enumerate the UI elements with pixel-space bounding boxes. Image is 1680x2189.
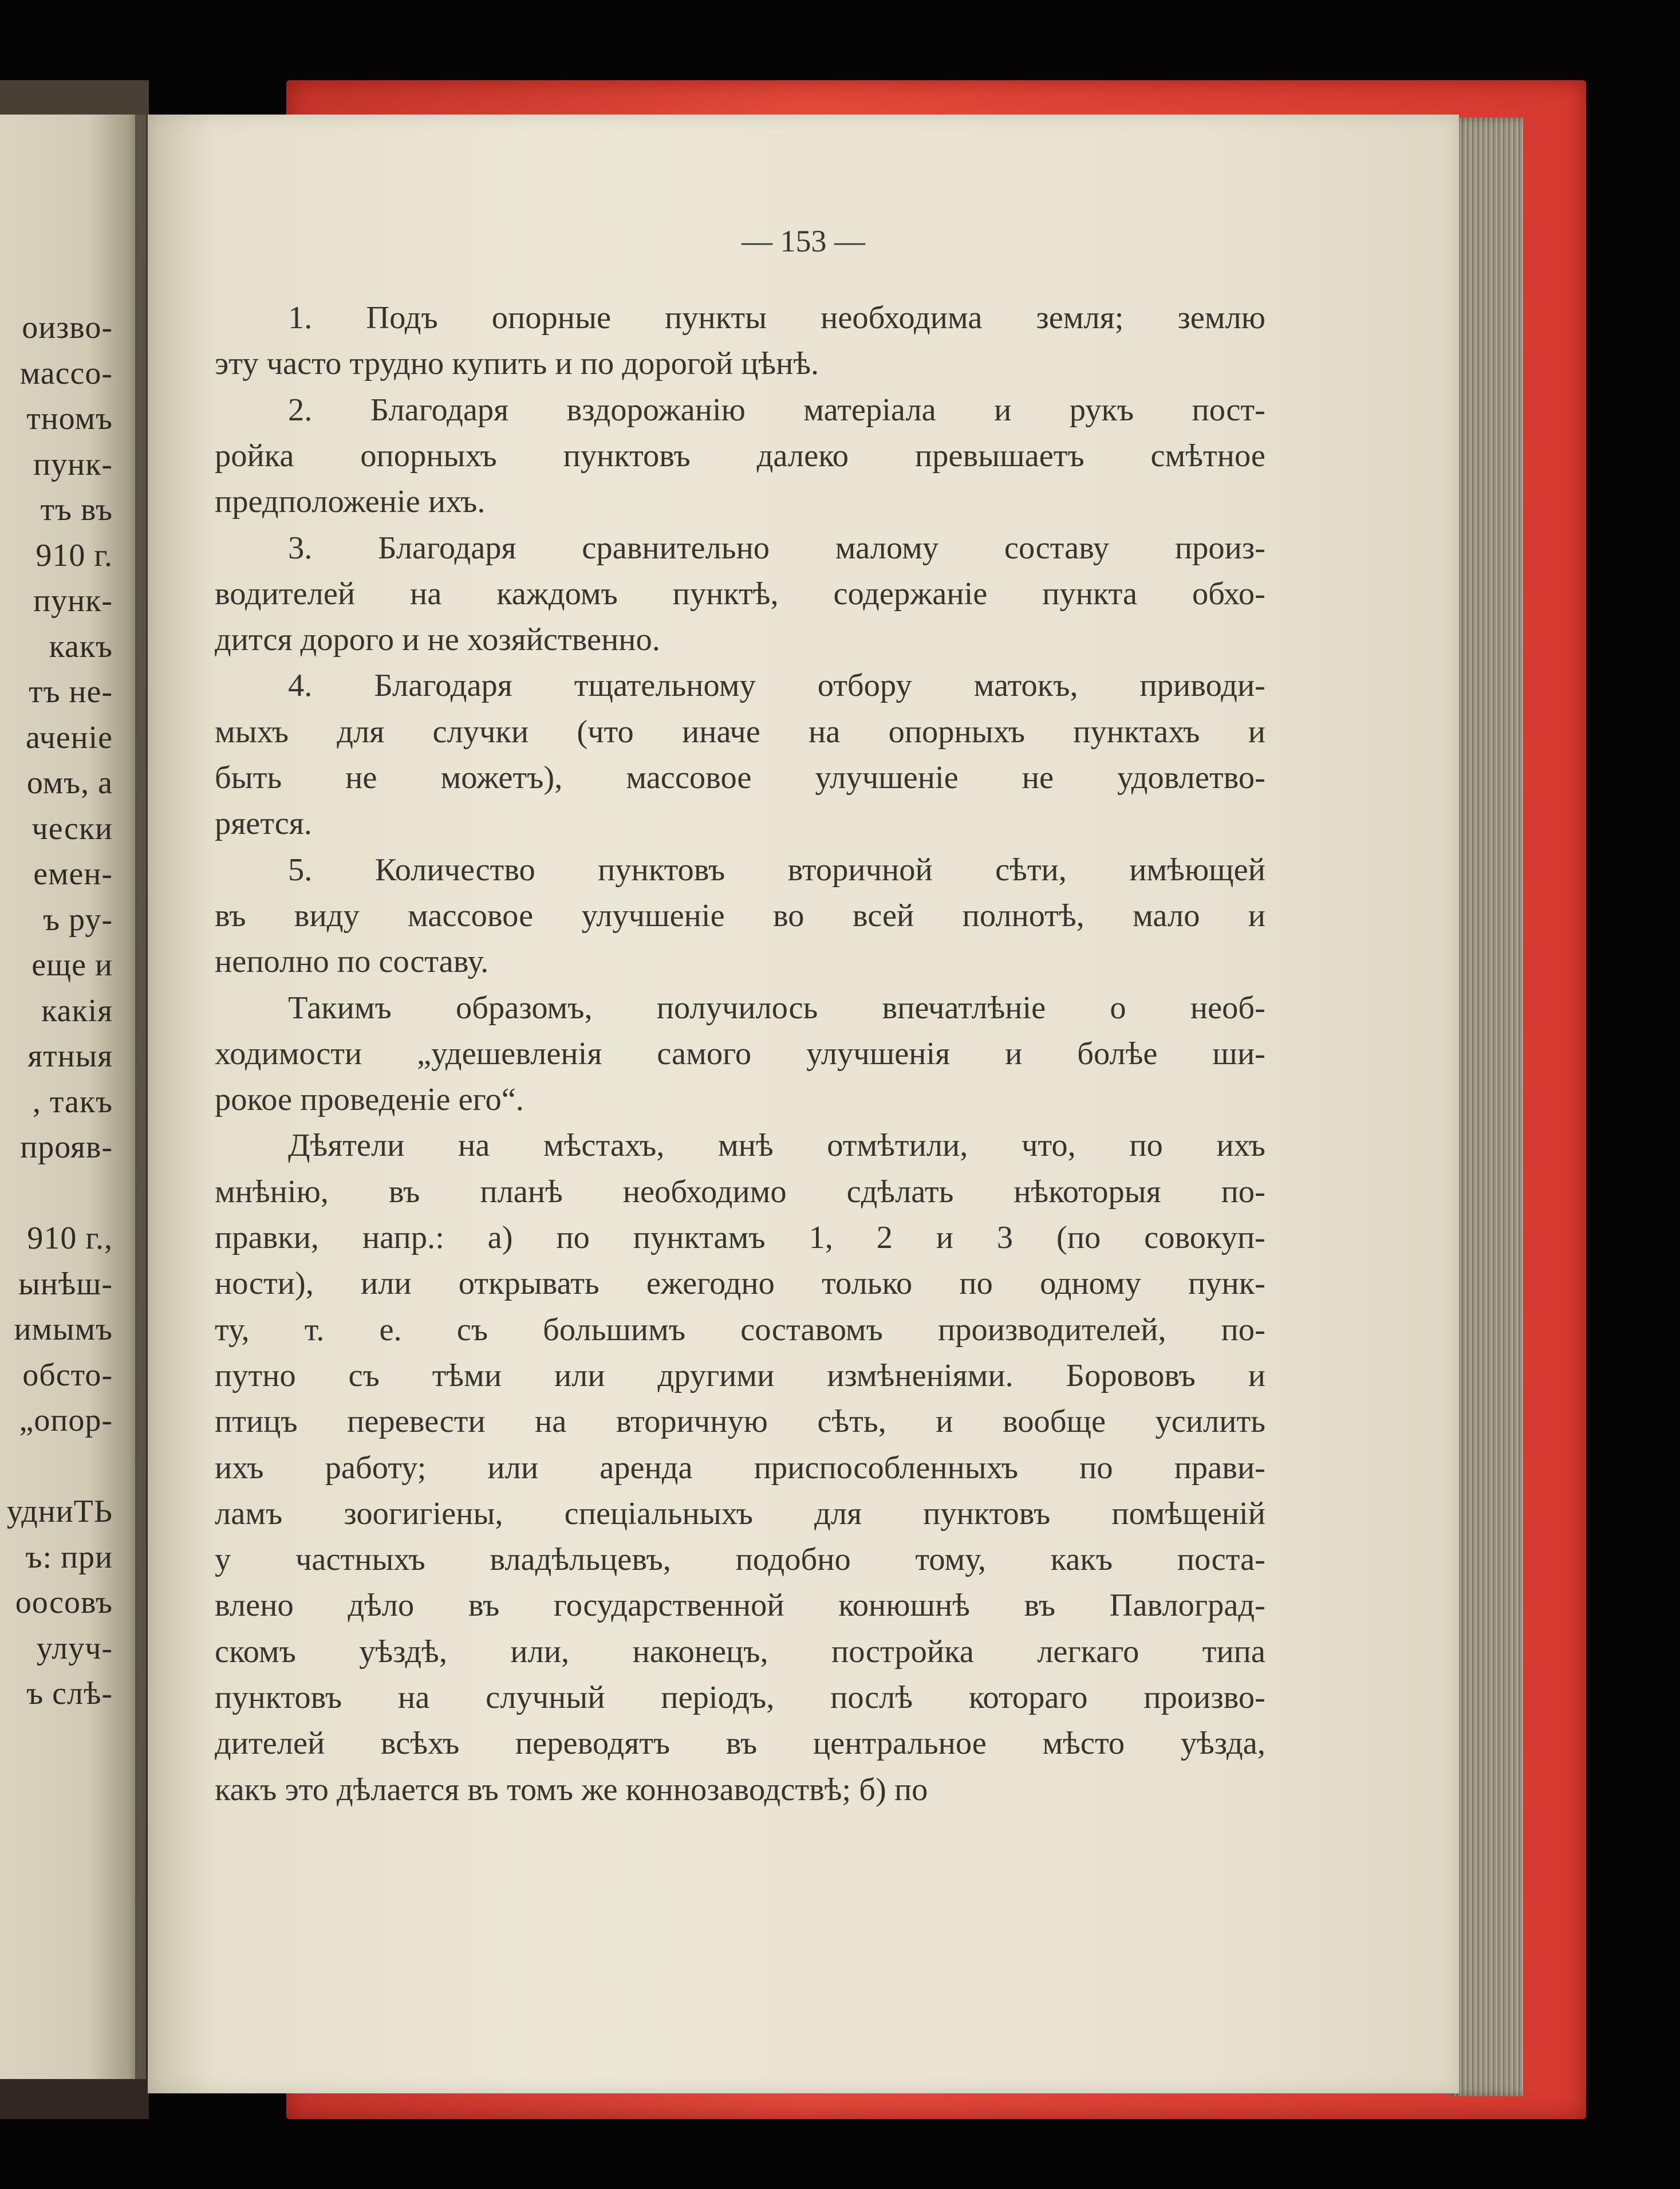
left-page-fragment: тъ въ xyxy=(40,492,113,527)
body-text-line: Такимъ образомъ, получилось впечатлѣніе о необ- xyxy=(288,990,1265,1026)
body-text-line: ряется. xyxy=(215,806,312,842)
left-page-fragment: ъ слѣ- xyxy=(26,1676,113,1711)
left-page-fragment: „опор- xyxy=(19,1403,113,1438)
body-text-line: правки, напр.: а) по пунктамъ 1, 2 и 3 (по совокуп- xyxy=(215,1220,1265,1255)
left-page-fragment: какъ xyxy=(49,628,113,664)
body-text-line: неполно по составу. xyxy=(215,944,489,980)
page-number: — 153 — xyxy=(742,224,865,258)
body-text-line: влено дѣло въ государственной конюшнѣ въ Павлоград- xyxy=(215,1588,1265,1624)
body-text-line: какъ это дѣлается въ томъ же коннозаводствѣ; б) по xyxy=(215,1771,928,1808)
left-page-fragment: емен- xyxy=(33,856,113,892)
body-text-line: въ виду массовое улучшеніе во всей полнотѣ, мало и xyxy=(215,897,1265,934)
left-page-fragment: имымъ xyxy=(14,1312,113,1347)
body-text-line: дится дорого и не хозяйственно. xyxy=(215,622,660,658)
left-page-fragment: улуч- xyxy=(36,1630,113,1666)
body-text-line: ламъ зоогигіены, спеціальныхъ для пунктовъ помѣщеній xyxy=(215,1495,1265,1531)
body-text-line: рокое проведеніе его“. xyxy=(215,1082,524,1118)
left-page-fragment: аченіе xyxy=(25,719,113,755)
body-text-line: 5. Количество пунктовъ вторичной сѣти, имѣющей xyxy=(288,852,1265,888)
body-text-line: 2. Благодаря вздорожанію матеріала и рукъ пост- xyxy=(288,392,1265,428)
left-page-fragment: чески xyxy=(31,810,113,847)
page-fore-edge xyxy=(1449,117,1523,2096)
left-page-fragment: 910 г. xyxy=(36,537,113,573)
left-page-fragment: ъ: при xyxy=(25,1539,113,1575)
left-page xyxy=(0,115,146,2079)
body-text-line: ности), или открывать ежегодно только по одному пунк- xyxy=(215,1266,1265,1302)
body-text-line: 4. Благодаря тщательному отбору матокъ, приводи- xyxy=(288,668,1265,704)
body-text-line: ходимости „удешевленія самого улучшенія и болѣе ши- xyxy=(215,1036,1265,1072)
left-page-fragment: , такъ xyxy=(32,1084,113,1120)
left-page-fragment: удниТЬ xyxy=(6,1494,113,1529)
left-page-fragment: ъ ру- xyxy=(43,901,113,938)
left-page-fragment: тъ не- xyxy=(29,674,113,710)
body-text-line: эту часто трудно купить и по дорогой цѣнѣ. xyxy=(215,346,819,382)
left-page-fragment: еще и xyxy=(31,947,113,983)
body-text-line: путно съ тѣми или другими измѣненіями. Борововъ и xyxy=(215,1357,1265,1393)
body-text-line: быть не можетъ), массовое улучшеніе не удовлетво- xyxy=(215,760,1265,796)
left-page-fragment: обсто- xyxy=(22,1357,113,1393)
left-page-fragment: тномъ xyxy=(26,401,113,436)
body-text-line: водителей на каждомъ пунктѣ, содержаніе пункта обхо- xyxy=(215,576,1265,612)
body-text-line: ройка опорныхъ пунктовъ далеко превышаетъ смѣтное xyxy=(215,438,1265,474)
left-page-fragment: 910 г., xyxy=(27,1221,113,1256)
body-text-line: предположеніе ихъ. xyxy=(215,484,486,520)
left-page-fragment: пунк- xyxy=(33,583,113,619)
body-text-line: мыхъ для случки (что иначе на опорныхъ пунктахъ и xyxy=(215,714,1265,750)
body-text-line: мнѣнію, въ планѣ необходимо сдѣлать нѣкоторыя по- xyxy=(215,1174,1265,1210)
left-page-fragment: оизво- xyxy=(22,310,113,345)
body-text-line: дителей всѣхъ переводятъ въ центральное мѣсто уѣзда, xyxy=(215,1726,1265,1762)
body-text-line: Дѣятели на мѣстахъ, мнѣ отмѣтили, что, по ихъ xyxy=(288,1128,1265,1164)
body-text-line: ихъ работу; или аренда приспособленныхъ по прави- xyxy=(215,1450,1265,1486)
left-page-fragment: массо- xyxy=(19,355,113,391)
body-text-line: ту, т. е. съ большимъ составомъ производителей, по- xyxy=(215,1312,1265,1348)
body-text-line: пунктовъ на случный періодъ, послѣ котораго произво- xyxy=(215,1680,1265,1715)
left-page-fragment: ынѣш- xyxy=(18,1266,113,1302)
body-text-line: птицъ перевести на вторичную сѣть, и вообще усилить xyxy=(215,1404,1265,1440)
left-page-fragment: прояв- xyxy=(20,1129,113,1165)
left-page-fragment: ятныя xyxy=(27,1038,113,1074)
body-text-line: скомъ уѣздѣ, или, наконецъ, постройка легкаго типа xyxy=(215,1633,1265,1670)
left-page-fragment: омъ, а xyxy=(26,765,113,801)
right-page xyxy=(148,115,1459,2093)
left-page-fragment: оосовъ xyxy=(15,1585,113,1620)
left-page-fragment: какія xyxy=(41,993,113,1029)
body-text-line: 1. Подъ опорные пункты необходима земля; землю xyxy=(288,300,1265,336)
body-text-line: у частныхъ владѣльцевъ, подобно тому, какъ поста- xyxy=(215,1542,1265,1578)
body-text-line: 3. Благодаря сравнительно малому составу произ- xyxy=(288,530,1265,566)
left-page-fragment: пунк- xyxy=(33,446,113,482)
